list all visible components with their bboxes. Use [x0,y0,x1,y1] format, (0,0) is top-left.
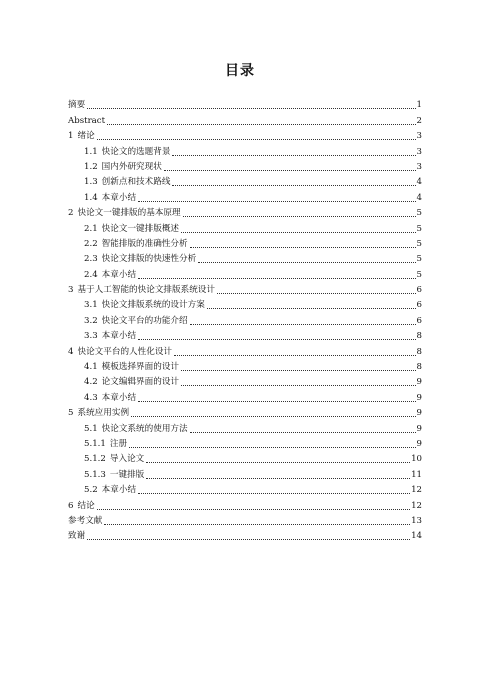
toc-dot-leader [138,200,415,202]
toc-entry-page: 13 [411,515,422,526]
table-of-contents [68,96,422,542]
toc-entry-number: 5.2 [84,485,98,496]
toc-dot-leader [198,261,415,263]
toc-dot-leader [174,354,416,356]
toc-entry-title: 绪论 [77,131,95,142]
toc-entry[interactable] [68,327,422,342]
toc-entry-title: 一键排版 [109,469,145,480]
toc-entry[interactable] [68,188,422,203]
toc-entry[interactable] [68,158,422,173]
toc-entry[interactable] [68,142,422,157]
toc-entry[interactable] [68,373,422,388]
toc-entry-number: 2.1 [84,223,98,234]
toc-entry-title: 本章小结 [101,269,137,280]
toc-title: 目录 [225,63,255,79]
toc-entry[interactable] [68,204,422,219]
toc-entry-page: 9 [416,423,422,434]
toc-entry-page: 2 [416,115,422,126]
toc-entry[interactable] [68,404,422,419]
toc-entry[interactable] [68,450,422,465]
toc-entry-page: 1 [416,100,422,111]
toc-entry[interactable] [68,527,422,542]
toc-entry-title: 快论文排版的快速性分析 [101,254,197,265]
toc-dot-leader [190,431,416,433]
toc-entry-page: 10 [411,454,422,465]
toc-entry-page: 11 [411,469,422,480]
toc-entry-title: Abstract [68,115,106,126]
toc-entry-page: 6 [416,285,422,296]
toc-dot-leader [87,538,410,540]
toc-entry-number: 3.2 [84,315,98,326]
toc-entry-page: 3 [416,146,422,157]
toc-entry-title: 模板选择界面的设计 [101,362,180,373]
toc-dot-leader [97,138,416,140]
toc-entry-page: 5 [416,254,422,265]
toc-dot-leader [217,292,416,294]
toc-dot-leader [172,154,415,156]
toc-dot-leader [131,415,415,417]
toc-entry-title: 快论文平台的人性化设计 [77,346,173,357]
toc-entry[interactable] [68,419,422,434]
toc-entry-number: 2.3 [84,254,98,265]
toc-dot-leader [97,508,410,510]
toc-entry-title: 快论文系统的使用方法 [101,423,188,434]
toc-dot-leader [181,369,416,371]
toc-entry-title: 创新点和技术路线 [101,177,171,188]
toc-entry[interactable] [68,127,422,142]
toc-dot-leader [207,307,416,309]
toc-entry[interactable] [68,265,422,280]
toc-dot-leader [183,215,416,217]
toc-entry-title: 国内外研究现状 [101,161,162,172]
toc-dot-leader [146,461,410,463]
toc-entry[interactable] [68,435,422,450]
toc-dot-leader [138,400,415,402]
toc-entry-number: 6 [68,500,74,511]
toc-entry-number: 1.3 [84,177,98,188]
toc-entry-title: 本章小结 [101,392,137,403]
toc-entry[interactable] [68,512,422,527]
toc-dot-leader [138,492,410,494]
toc-dot-leader [107,123,415,125]
toc-entry-number: 1.2 [84,161,98,172]
toc-entry-page: 4 [416,192,422,203]
toc-entry-page: 9 [416,408,422,419]
toc-entry-page: 8 [416,362,422,373]
toc-entry-number: 1.4 [84,192,98,203]
toc-entry[interactable] [68,219,422,234]
toc-entry[interactable] [68,311,422,326]
toc-entry[interactable] [68,296,422,311]
toc-entry-title: 快论文的选题背景 [101,146,171,157]
toc-entry-page: 5 [416,238,422,249]
toc-entry-number: 5 [68,408,74,419]
toc-entry-page: 6 [416,315,422,326]
toc-entry-title: 本章小结 [101,192,137,203]
toc-entry-title: 论文编辑界面的设计 [101,377,180,388]
toc-dot-leader [181,231,416,233]
toc-dot-leader [181,384,416,386]
toc-entry-title: 参考文献 [68,515,103,526]
toc-entry-page: 4 [416,177,422,188]
toc-entry-page: 12 [411,500,422,511]
toc-entry-number: 5.1.3 [84,469,106,480]
toc-entry-title: 基于人工智能的快论文排版系统设计 [77,285,215,296]
toc-entry[interactable] [68,465,422,480]
toc-entry[interactable] [68,358,422,373]
toc-dot-leader [172,184,415,186]
toc-entry-number: 2 [68,208,74,219]
toc-entry-page: 5 [416,223,422,234]
toc-dot-leader [146,477,410,479]
toc-entry-page: 9 [416,377,422,388]
toc-entry-title: 快论文平台的功能介绍 [101,315,188,326]
toc-entry-page: 3 [416,131,422,142]
toc-entry-page: 5 [416,208,422,219]
toc-entry-title: 快论文一键排版的基本原理 [77,208,181,219]
toc-dot-leader [104,523,410,525]
toc-entry[interactable] [68,250,422,265]
toc-entry-title: 导入论文 [109,454,145,465]
toc-entry[interactable] [68,481,422,496]
toc-entry-number: 3.1 [84,300,98,311]
toc-entry-number: 4 [68,346,74,357]
toc-dot-leader [190,323,416,325]
toc-entry-number: 3.3 [84,331,98,342]
toc-entry-page: 14 [411,531,422,542]
toc-entry-page: 12 [411,485,422,496]
toc-dot-leader [87,107,415,109]
toc-dot-leader [138,338,415,340]
toc-entry[interactable] [68,111,422,126]
toc-entry-page: 5 [416,269,422,280]
toc-entry[interactable] [68,281,422,296]
toc-entry-page: 6 [416,300,422,311]
toc-entry-number: 4.3 [84,392,98,403]
toc-entry-title: 注册 [109,438,128,449]
toc-entry-page: 9 [416,392,422,403]
toc-entry[interactable] [68,342,422,357]
toc-entry[interactable] [68,173,422,188]
toc-entry[interactable] [68,388,422,403]
toc-entry[interactable] [68,96,422,111]
toc-entry-number: 1 [68,131,74,142]
toc-entry-page: 8 [416,331,422,342]
toc-entry-number: 5.1.1 [84,438,106,449]
toc-entry-title: 快论文一键排版概述 [101,223,180,234]
toc-entry-title: 结论 [77,500,95,511]
toc-dot-leader [190,246,416,248]
toc-entry-page: 3 [416,161,422,172]
toc-entry-title: 智能排版的准确性分析 [101,238,188,249]
toc-entry-title: 本章小结 [101,485,137,496]
toc-entry-number: 3 [68,285,74,296]
toc-entry-title: 摘要 [68,100,86,111]
toc-entry-page: 9 [416,438,422,449]
toc-dot-leader [129,446,415,448]
toc-entry-number: 4.2 [84,377,98,388]
toc-dot-leader [138,277,415,279]
toc-entry-title: 致谢 [68,531,86,542]
toc-entry[interactable] [68,235,422,250]
toc-entry-number: 2.4 [84,269,98,280]
toc-entry-page: 8 [416,346,422,357]
toc-entry-title: 系统应用实例 [77,408,130,419]
toc-entry-number: 5.1.2 [84,454,106,465]
toc-entry-number: 2.2 [84,238,98,249]
toc-entry-number: 1.1 [84,146,98,157]
toc-dot-leader [164,169,416,171]
toc-entry-title: 本章小结 [101,331,137,342]
toc-entry-number: 4.1 [84,362,98,373]
toc-entry[interactable] [68,496,422,511]
toc-entry-number: 5.1 [84,423,98,434]
toc-entry-title: 快论文排版系统的设计方案 [101,300,205,311]
